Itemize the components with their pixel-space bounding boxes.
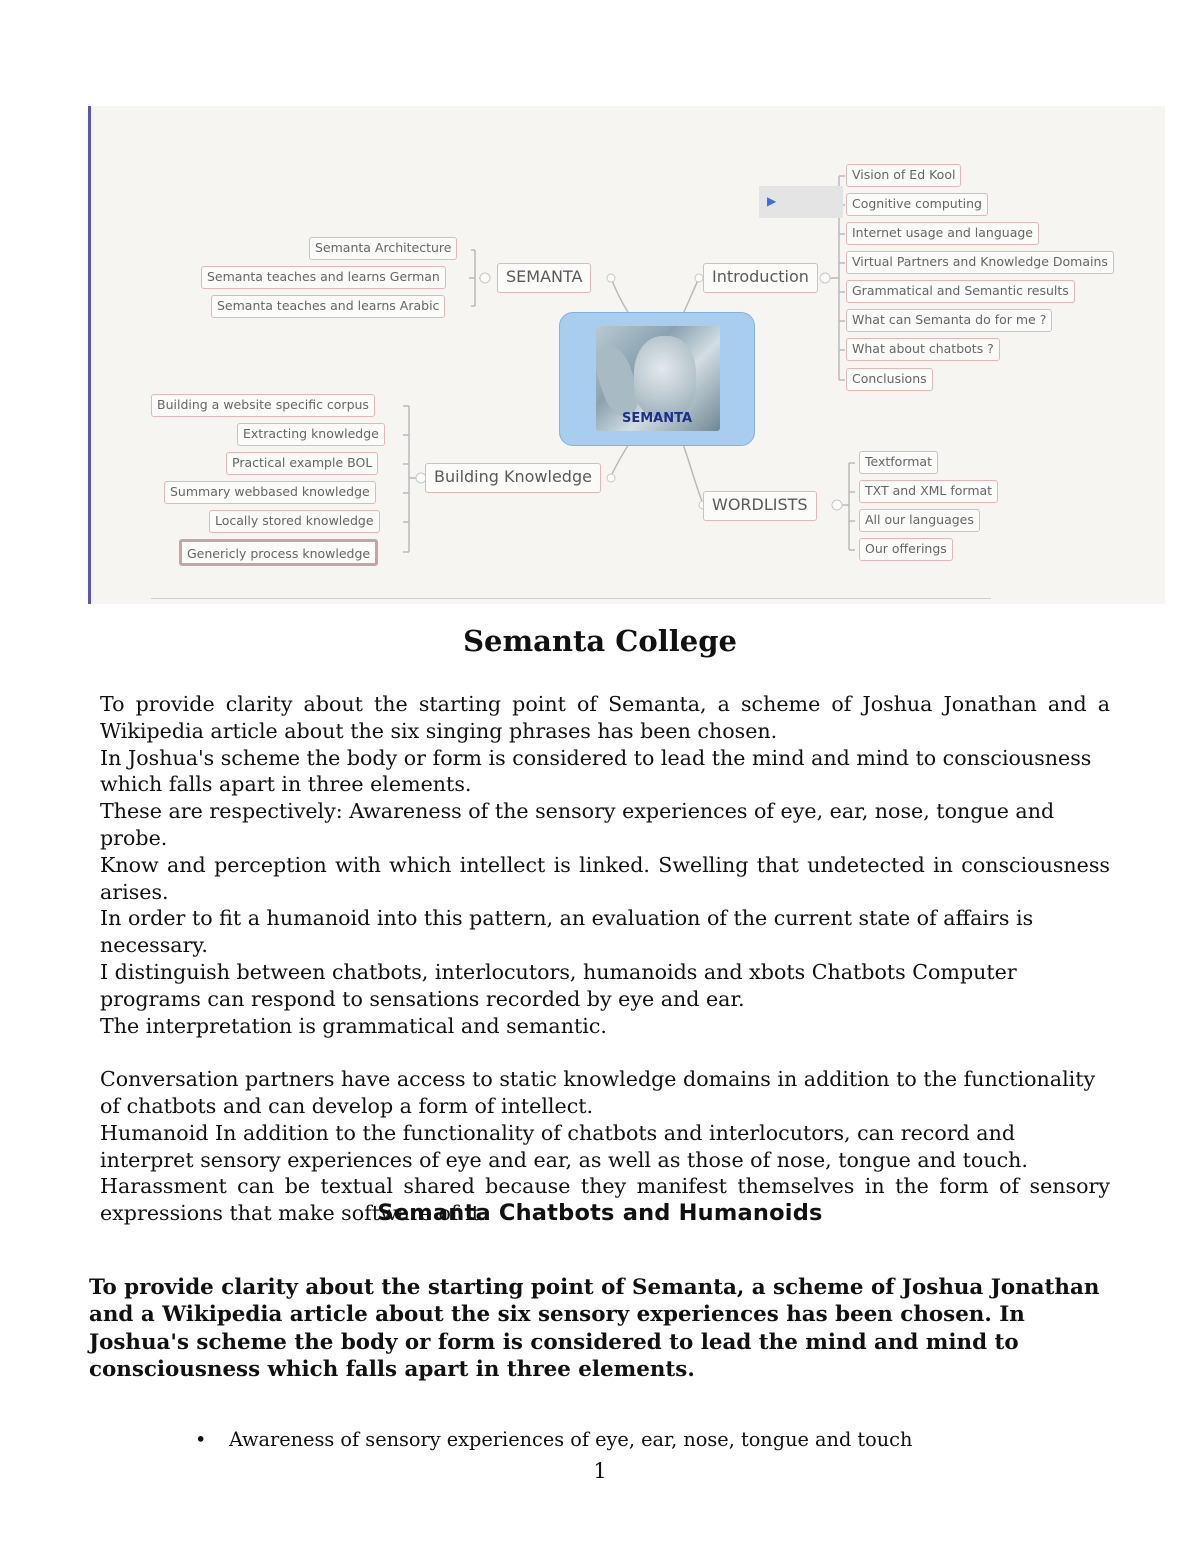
page-number: 1	[593, 1459, 607, 1483]
paragraph: Humanoid In addition to the functionality of chatbots and interlocutors, can record and interpret sensory experiences of eye and ear, as well as those of nose, tongue and touch.	[100, 1120, 1028, 1172]
branch-semanta[interactable]: SEMANTA	[497, 263, 591, 293]
paragraph: These are respectively: Awareness of the sensory experiences of eye, ear, nose, tongue and probe.	[100, 799, 1055, 850]
central-node[interactable]	[559, 312, 755, 446]
paragraph: Harassment can be textual shared because they manifest themselves in the form of sensory expressions that make software of it.	[100, 1174, 1110, 1226]
node-cognitive-computing[interactable]: Cognitive computing	[846, 193, 988, 216]
node-internet-usage[interactable]: Internet usage and language	[846, 222, 1039, 245]
node-what-can-semanta-do[interactable]: What can Semanta do for me ?	[846, 309, 1052, 332]
node-textformat[interactable]: Textformat	[859, 451, 938, 474]
node-genericly-process[interactable]: Genericly process knowledge	[179, 539, 378, 566]
paragraph: To provide clarity about the starting point of Semanta, a scheme of Joshua Jonathan and a Wikipedia article about the six singing phrases has been chosen.	[100, 692, 1110, 743]
node-our-offerings[interactable]: Our offerings	[859, 538, 953, 561]
section-heading: Semanta Chatbots and Humanoids	[377, 1200, 823, 1226]
node-summary-webbased[interactable]: Summary webbased knowledge	[164, 481, 376, 504]
node-practical-example[interactable]: Practical example BOL	[226, 452, 378, 475]
node-virtual-partners[interactable]: Virtual Partners and Knowledge Domains	[846, 251, 1114, 274]
node-semanta-german[interactable]: Semanta teaches and learns German	[201, 266, 446, 289]
node-locally-stored[interactable]: Locally stored knowledge	[209, 510, 380, 533]
branch-wordlists[interactable]: WORDLISTS	[703, 491, 817, 521]
bold-paragraph: To provide clarity about the starting point of Semanta, a scheme of Joshua Jonathan and a Wikipedia article about the six sensory experiences has been chosen. In Joshua's scheme the body or form is considered to lead the mind and mind to consciousness which falls apart in three elements.	[89, 1275, 1100, 1383]
central-node-label: SEMANTA	[621, 411, 693, 426]
branch-introduction[interactable]: Introduction	[703, 263, 818, 293]
node-grammatical-results[interactable]: Grammatical and Semantic results	[846, 280, 1075, 303]
bullet-text: Awareness of sensory experiences of eye, ear, nose, tongue and touch	[229, 1428, 913, 1451]
figure-bottom-edge	[151, 598, 991, 603]
paragraph: Know and perception with which intellect is linked. Swelling that undetected in consciousness arises.	[100, 852, 1110, 904]
node-conclusions[interactable]: Conclusions	[846, 368, 933, 391]
paragraph: In order to fit a humanoid into this pattern, an evaluation of the current state of affairs is necessary.	[100, 906, 1034, 958]
page-title: Semanta College	[463, 624, 737, 658]
node-what-about-chatbots[interactable]: What about chatbots ?	[846, 338, 1000, 361]
node-building-corpus[interactable]: Building a website specific corpus	[151, 394, 375, 417]
bullet-marker: •	[195, 1428, 207, 1451]
node-vision[interactable]: Vision of Ed Kool	[846, 164, 961, 187]
paragraph: The interpretation is grammatical and semantic.	[100, 1013, 607, 1038]
bullet-list-item	[195, 1428, 912, 1451]
mindmap-figure	[88, 106, 1165, 604]
paragraph: I distinguish between chatbots, interlocutors, humanoids and xbots Chatbots Computer programs can respond to sensations recorded by eye and ear.	[100, 959, 1017, 1011]
node-semanta-architecture[interactable]: Semanta Architecture	[309, 237, 457, 260]
body-text	[100, 691, 1110, 1227]
node-txt-xml-format[interactable]: TXT and XML format	[859, 480, 998, 503]
paragraph: Conversation partners have access to static knowledge domains in addition to the functionality of chatbots and can develop a form of intellect.	[100, 1067, 1096, 1118]
branch-building-knowledge[interactable]: Building Knowledge	[425, 463, 601, 493]
node-extracting-knowledge[interactable]: Extracting knowledge	[237, 423, 385, 446]
node-all-languages[interactable]: All our languages	[859, 509, 980, 532]
play-icon: ▶	[767, 194, 777, 208]
node-semanta-arabic[interactable]: Semanta teaches and learns Arabic	[211, 295, 445, 318]
paragraph: In Joshua's scheme the body or form is considered to lead the mind and mind to consciousness which falls apart in three elements.	[100, 745, 1092, 797]
